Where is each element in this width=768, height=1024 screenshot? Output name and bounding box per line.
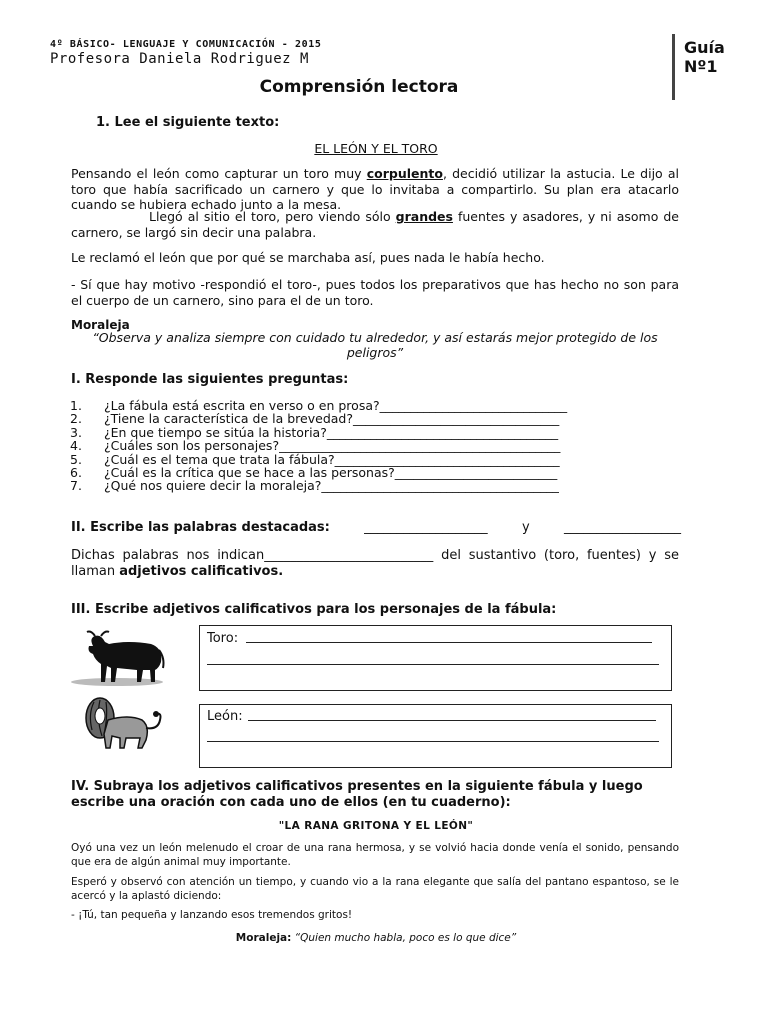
- fable-paragraph-3: - ¡Tú, tan pequeña y lanzando esos tremendos gritos!: [71, 909, 353, 921]
- p1-text-b: , decidió utilizar la astucia. Le dijo al toro que había sacrificado un carnero y que lo invitaba a compartirlo. Su plan era atacarlo cuando se hubiera echado junto a la mesa.: [71, 166, 679, 212]
- fable-moral-label: Moraleja:: [235, 932, 292, 944]
- moral-text: “Observa y analiza siempre con cuidado tu alrededor, y así estarás mejor protegido de los peligros”: [92, 330, 658, 360]
- question-number: 3.: [70, 424, 82, 440]
- fable-title: "LA RANA GRITONA Y EL LEÓN": [278, 820, 474, 832]
- conjunction: y: [521, 520, 530, 535]
- question-text: ¿La fábula está escrita en verso o en prosa?______________________________: [104, 398, 568, 413]
- read-instruction: 1. Lee el siguiente texto:: [96, 115, 280, 130]
- adjectives-term: adjetivos calificativos.: [119, 564, 284, 579]
- question-text: ¿Tiene la característica de la brevedad?_________________________________: [104, 411, 560, 427]
- story-paragraph-3: Le reclamó el león que por qué se marchaba así, pues nada le había hecho.: [71, 250, 545, 265]
- question-number: 6.: [70, 465, 82, 481]
- teacher-name: Profesora Daniela Rodriguez M: [50, 51, 309, 67]
- fable-moral-text: “Quien mucho habla, poco es lo que dice”: [294, 932, 517, 944]
- highlight-word-2: grandes: [395, 209, 453, 224]
- question-list: [70, 399, 690, 493]
- section-IV-heading: IV. Subraya los adjetivos calificativos presentes en la siguiente fábula y luego escribe una oración con cada uno de ellos (en tu cuaderno):: [71, 779, 643, 810]
- guide-number: [684, 38, 725, 76]
- answer-blank-a[interactable]: ___________________: [364, 520, 488, 535]
- question-number: 5.: [70, 451, 82, 467]
- question-number: 1.: [70, 398, 82, 413]
- question-item: [70, 439, 690, 452]
- section-II-text-a: Dichas palabras nos indican: [71, 548, 265, 563]
- story-paragraph-1: [71, 166, 679, 213]
- fable-paragraph-2: Esperó y observó con atención un tiempo, y cuando vio a la rana elegante que salía del pantano espantoso, se le acercó y la aplastó diciendo:: [71, 876, 679, 902]
- bull-icon: [71, 628, 167, 688]
- leon-label: León:: [207, 709, 243, 724]
- story-title: EL LEÓN Y EL TORO: [314, 141, 438, 156]
- highlight-word-1: corpulento: [366, 166, 443, 181]
- question-item: [70, 426, 690, 439]
- section-II-text-b: del sustantivo (toro, fuentes) y se llaman: [71, 548, 680, 579]
- story-paragraph-2: [71, 209, 679, 240]
- course-header: 4º BÁSICO- LENGUAJE Y COMUNICACIÓN - 2015: [50, 39, 322, 50]
- moral-label: Moraleja: [71, 318, 130, 332]
- section-II-row: [71, 520, 681, 535]
- toro-label: Toro:: [207, 631, 239, 646]
- p2-text-a: Llegó al sitio el toro, pero viendo sólo: [149, 209, 396, 224]
- story-paragraph-4: - Sí que hay motivo -respondió el toro-, pues todos los preparativos que has hecho no son para el cuerpo de un carnero, sino para el de un toro.: [71, 277, 679, 308]
- question-number: 2.: [70, 411, 82, 427]
- guide-num: Nº1: [684, 57, 718, 76]
- question-text: ¿Qué nos quiere decir la moraleja?______________________________________: [104, 478, 559, 494]
- p2-text-b: fuentes y asadores, y ni asomo de carnero, se largó sin decir una palabra.: [71, 209, 679, 240]
- question-text: ¿Cuál es la crítica que se hace a las personas?__________________________: [104, 465, 558, 481]
- question-item: [70, 453, 690, 466]
- leon-line-1[interactable]: [248, 720, 656, 721]
- toro-line-1[interactable]: [246, 642, 652, 643]
- leon-line-2[interactable]: [207, 741, 659, 742]
- section-III-heading: III. Escribe adjetivos calificativos para los personajes de la fábula:: [71, 602, 557, 617]
- question-item: [70, 412, 690, 425]
- question-text: ¿Cuáles son los personajes?_____________________________________________: [104, 438, 561, 454]
- page-title: Comprensión lectora: [259, 77, 459, 97]
- question-text: ¿En que tiempo se sitúa la historia?_____________________________________: [104, 424, 559, 440]
- section-I-heading: I. Responde las siguientes preguntas:: [71, 372, 349, 387]
- section-II-continued: [71, 548, 679, 580]
- section-II-heading: II. Escribe las palabras destacadas:: [71, 520, 330, 535]
- toro-line-2[interactable]: [207, 664, 659, 665]
- toro-answer-box[interactable]: [199, 625, 672, 691]
- lion-icon: [80, 694, 168, 752]
- guide-label: Guía: [684, 38, 725, 57]
- question-number: 7.: [70, 478, 82, 494]
- fable-paragraph-1: Oyó una vez un león melenudo el croar de una rana hermosa, y se volvió hacia donde venía el sonido, pensando que era de algún animal muy importante.: [71, 842, 679, 868]
- question-number: 4.: [70, 438, 82, 454]
- question-text: ¿Cuál es el tema que trata la fábula?____________________________________: [104, 451, 560, 467]
- question-item: [70, 466, 690, 479]
- fable-moral: [0, 932, 752, 944]
- question-item: [70, 399, 690, 412]
- question-item: [70, 479, 690, 492]
- answer-blank-b[interactable]: __________________: [563, 520, 681, 535]
- p1-text-a: Pensando el león como capturar un toro muy: [71, 166, 367, 181]
- answer-blank-c[interactable]: __________________________: [264, 548, 434, 563]
- leon-answer-box[interactable]: [199, 704, 672, 768]
